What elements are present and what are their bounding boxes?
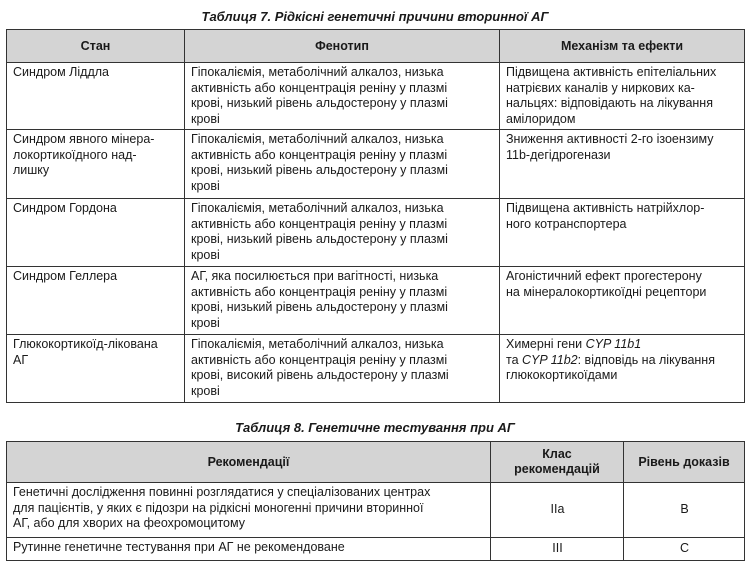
column-header-mechanism: Механізм та ефекти bbox=[500, 30, 745, 63]
recommendation-cell bbox=[7, 483, 491, 538]
phenotype-text: Гіпокаліємія, метаболічний алкалоз, низька активність або концентрація реніну у плазмі крові, високий рівень альдостерону у плазмі крові bbox=[191, 337, 449, 398]
table-row bbox=[7, 335, 745, 403]
table-row bbox=[7, 483, 745, 538]
class-cell: III bbox=[491, 538, 624, 561]
phenotype-cell bbox=[185, 199, 500, 267]
column-header-phenotype: Фенотип bbox=[185, 30, 500, 63]
table-row bbox=[7, 199, 745, 267]
mechanism-text-part: : відповідь на лікування глюкокортикоїдами bbox=[506, 352, 715, 382]
column-header-class: Клас рекомендацій bbox=[491, 442, 624, 483]
class-cell: IIa bbox=[491, 483, 624, 538]
state-text: Синдром Гордона bbox=[13, 201, 117, 215]
table-header-row bbox=[7, 30, 745, 63]
phenotype-text: Гіпокаліємія, метаболічний алкалоз, низька активність або концентрація реніну у плазмі крові, низький рівень альдостерону у плазмі крові bbox=[191, 132, 448, 193]
gene-name: CYP 11b1 bbox=[585, 337, 642, 351]
table-row bbox=[7, 130, 745, 199]
state-cell bbox=[7, 199, 185, 267]
state-cell bbox=[7, 130, 185, 199]
table-8-caption: Таблиця 8. Генетичне тестування при АГ bbox=[235, 420, 515, 435]
phenotype-text: Гіпокаліємія, метаболічний алкалоз, низька активність або концентрація реніну у плазмі крові, низький рівень альдостерону у плазмі крові bbox=[191, 201, 448, 262]
phenotype-cell bbox=[185, 63, 500, 130]
mechanism-text-part: та bbox=[506, 352, 519, 367]
table-row bbox=[7, 538, 745, 561]
table-7-caption: Таблиця 7. Рідкісні генетичні причини вторинної АГ bbox=[201, 9, 549, 24]
state-cell bbox=[7, 335, 185, 403]
phenotype-text: Гіпокаліємія, метаболічний алкалоз, низька активність або концентрація реніну у плазмі крові, низький рівень альдостерону у плазмі крові bbox=[191, 65, 448, 126]
recommendation-text: Рутинне генетичне тестування при АГ не рекомендоване bbox=[13, 540, 345, 554]
recommendation-text: Генетичні дослідження повинні розглядатися у спеціалізованих центрах для пацієнтів, у яких є підозри на рідкісні моногенні причини вторинної АГ, або для хворих на феохромоцитому bbox=[13, 485, 431, 530]
state-cell bbox=[7, 267, 185, 335]
state-text: Синдром Ліддла bbox=[13, 65, 109, 79]
column-header-state: Стан bbox=[7, 30, 185, 63]
column-header-recommendations: Рекомендації bbox=[7, 442, 491, 483]
table-row bbox=[7, 267, 745, 335]
mechanism-cell bbox=[500, 335, 745, 403]
column-header-evidence-level: Рівень доказів bbox=[624, 442, 745, 483]
mechanism-cell bbox=[500, 130, 745, 199]
state-text: Синдром Геллера bbox=[13, 269, 118, 283]
phenotype-cell bbox=[185, 130, 500, 199]
mechanism-text: Агоністичний ефект прогестерону на мінералокортикоїдні рецептори bbox=[506, 269, 707, 299]
level-cell: C bbox=[624, 538, 745, 561]
mechanism-text: Підвищена активність епітеліальних натрієвих каналів у ниркових ка- нальцях: відповідають на лікування амілоридом bbox=[506, 65, 717, 126]
state-text: Глюкокортикоїд-лікована АГ bbox=[13, 337, 158, 367]
mechanism-cell bbox=[500, 267, 745, 335]
phenotype-cell bbox=[185, 335, 500, 403]
phenotype-cell bbox=[185, 267, 500, 335]
mechanism-text bbox=[506, 337, 739, 384]
table-8 bbox=[6, 441, 745, 561]
phenotype-text: АГ, яка посилюється при вагітності, низька активність або концентрація реніну у плазмі крові, низький рівень альдостерону у плазмі крові bbox=[191, 269, 448, 330]
mechanism-cell bbox=[500, 63, 745, 130]
state-text: Синдром явного мінера- локортикоїдного над- лишку bbox=[13, 132, 155, 177]
state-cell bbox=[7, 63, 185, 130]
mechanism-text-part: Химерні гени bbox=[506, 337, 586, 351]
mechanism-cell bbox=[500, 199, 745, 267]
table-header-row bbox=[7, 442, 745, 483]
gene-name: CYP 11b2 bbox=[522, 352, 578, 367]
mechanism-text: Зниження активності 2-го ізоензиму 11b-дегідрогенази bbox=[506, 132, 714, 162]
table-row bbox=[7, 63, 745, 130]
level-cell: B bbox=[624, 483, 745, 538]
recommendation-cell bbox=[7, 538, 491, 561]
table-7 bbox=[6, 29, 745, 403]
mechanism-text: Підвищена активність натрійхлор- ного котранспортера bbox=[506, 201, 705, 231]
